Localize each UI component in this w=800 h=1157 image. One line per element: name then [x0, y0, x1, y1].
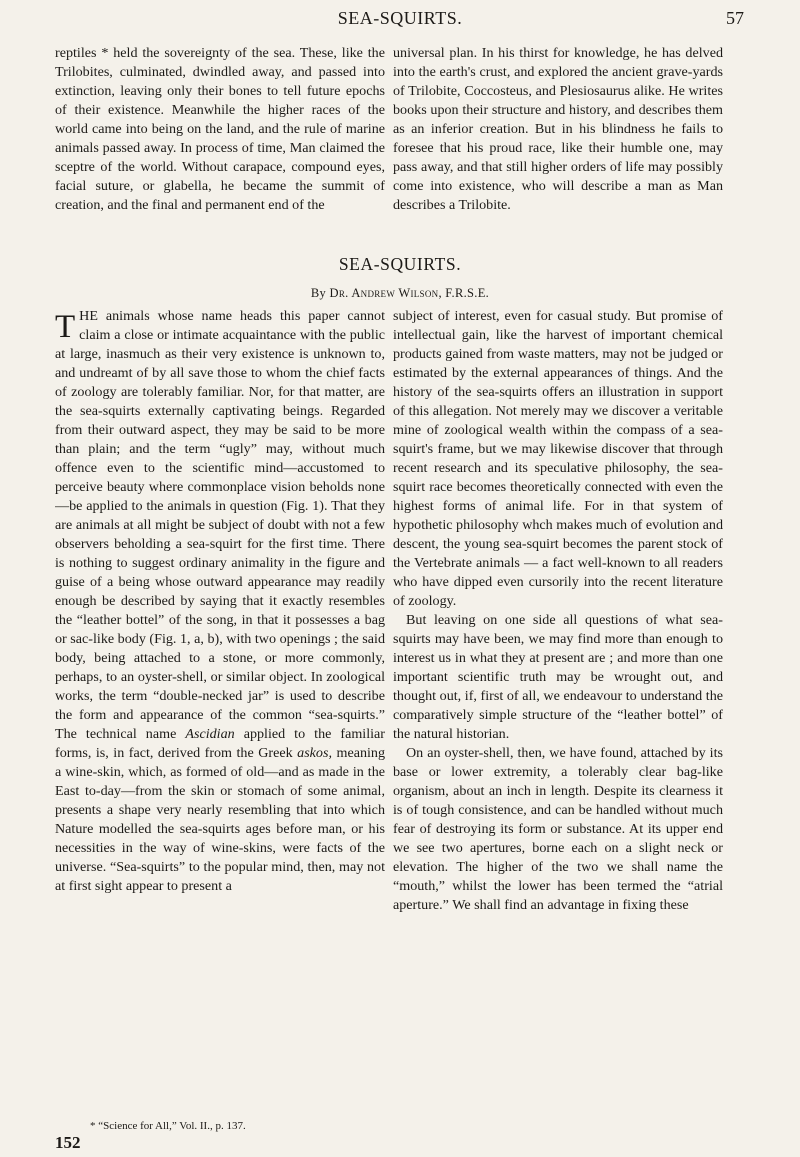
footnote: * “Science for All,” Vol. II., p. 137.	[90, 1120, 246, 1132]
previous-article-left-column	[55, 44, 385, 226]
previous-article-right-column	[393, 44, 723, 226]
drop-cap: T	[55, 309, 76, 345]
previous-article-left-text: reptiles * held the sovereignty of the sea. These, like the Trilobites, culminated, dwindled away, and passed into extinction, leaving only their bones to tell future epochs of their existence. Meanwhile the higher races of the world came into being on the land, and the rule of marine animals passed away. In process of time, Man claimed the sceptre of the world. Without carapace, compound eyes, facial suture, or glabella, he became the summit of creation, and the final and permanent end of the	[55, 45, 385, 213]
folio-number: 152	[55, 1133, 81, 1152]
article-paragraph-1b-text: applied to the familiar forms, is, in fact, derived from the Greek	[55, 726, 385, 761]
article-paragraph-1-text: HE animals whose name heads this paper cannot claim a close or intimate acquaintance with the public at large, inasmuch as their very existence is unknown to, and undreamt of by all save those to whom the chief facts of zoology are tolerably familiar. Nor, for that matter, are the sea-squirts externally captivating beings. Regarded from their outward aspect, they may be said to be more than plain; and the term “ugly” may, without much offence even to the scientific mind—accustomed to perceive beauty where commonplace vision beholds none—be applied to the animals in question (Fig. 1). That they are animals at all might be subject of doubt with not a few observers beholding a sea-squirt for the first time. There is nothing to suggest ordinary animality in the figure and guise of a being whose outward appearance may readily enough be described by saying that it exactly resembles the “leather bottel” of the song, in that it possesses a bag or sac-like body (Fig. 1, a, b), with two openings ; the said body, being attached to a stone, or more commonly, perhaps, to an oyster-shell, or similar object. In zoological works, the term “double-necked jar” is used to describe the form and appearance of the common “sea-squirts.” The technical name	[55, 308, 385, 742]
article-left-column	[55, 307, 385, 1119]
running-header	[0, 6, 800, 30]
article-paragraph-1c-text: meaning a wine-skin, which, as formed of old—and as made in the East to-day—from the skin or stomach of some animal, presents a shape very nearly resembling that into which Nature modelled the sea-squirts ages before man, or his necessities in the way of wine-skins, were facts of the universe. “Sea-squirts” to the popular mind, then, may not at first sight appear to present a	[55, 745, 385, 894]
italic-term-askos: askos,	[297, 745, 332, 761]
previous-article-right-text: universal plan. In his thirst for knowledge, he has delved into the earth's crust, and explored the ancient grave-yards of Trilobite, Coccosteus, and Plesiosaurus alike. He writes books upon their structure and history, and describes them as an inferior creation. But in his blindness he fails to foresee that his proud race, like their humble one, may pass away, and that still higher orders of life may possibly come into existence, who will describe a man as Man describes a Trilobite.	[393, 45, 723, 213]
article-right-paragraph-3: On an oyster-shell, then, we have found, attached by its base or lower extremity, a tolerably clear bag-like organism, about an inch in length. Despite its clearness it is of tough consistence, and can be handled without much fear of destroying its form or substance. At its upper end we see two apertures, borne each on a slight neck or elevation. The higher of the two we shall name the “mouth,” whilst the lower has been termed the “atrial aperture.” We shall find an advantage in fixing these	[393, 745, 723, 913]
article-right-paragraph-2: But leaving on one side all questions of what sea-squirts may have been, we may find more than enough to interest us in what they at present are ; and more than one important scientific truth may be wrought out, and thought out, if, first of all, we endeavour to understand the comparatively simple structure of the “leather bottel” of the natural historian.	[393, 612, 723, 742]
running-title: SEA-SQUIRTS.	[337, 8, 463, 28]
byline	[0, 286, 800, 301]
article-title: SEA-SQUIRTS.	[338, 254, 462, 274]
article-right-paragraph-1: subject of interest, even for casual study. But promise of intellectual gain, like the harvest of important chemical products gained from waste matters, may not be judged or estimated by the external appearances of things. And the history of the sea-squirts offers an illustration in support of this allegation. Not merely may we discover a veritable mine of zoological wealth within the compass of a sea-squirt's frame, but we may likewise discover that through recent research and its speculative philosophy, the sea-squirt race becomes theoretically connected with even the highest forms of animal life. For in that system of hypothetic philosophy whch makes much of evolution and descent, the young sea-squirt becomes the parent stock of the Vertebrate animals — a fact well-known to all readers who have dipped even cursorily into the recent literature of zoology.	[393, 308, 723, 609]
article-right-column	[393, 307, 723, 1157]
byline-prefix: By	[310, 286, 327, 300]
page-number: 57	[726, 8, 744, 28]
article-paragraph-1	[55, 307, 385, 896]
italic-term-ascidian: Ascidian	[185, 726, 235, 742]
byline-author: Dr. Andrew Wilson, F.R.S.E.	[329, 286, 490, 300]
